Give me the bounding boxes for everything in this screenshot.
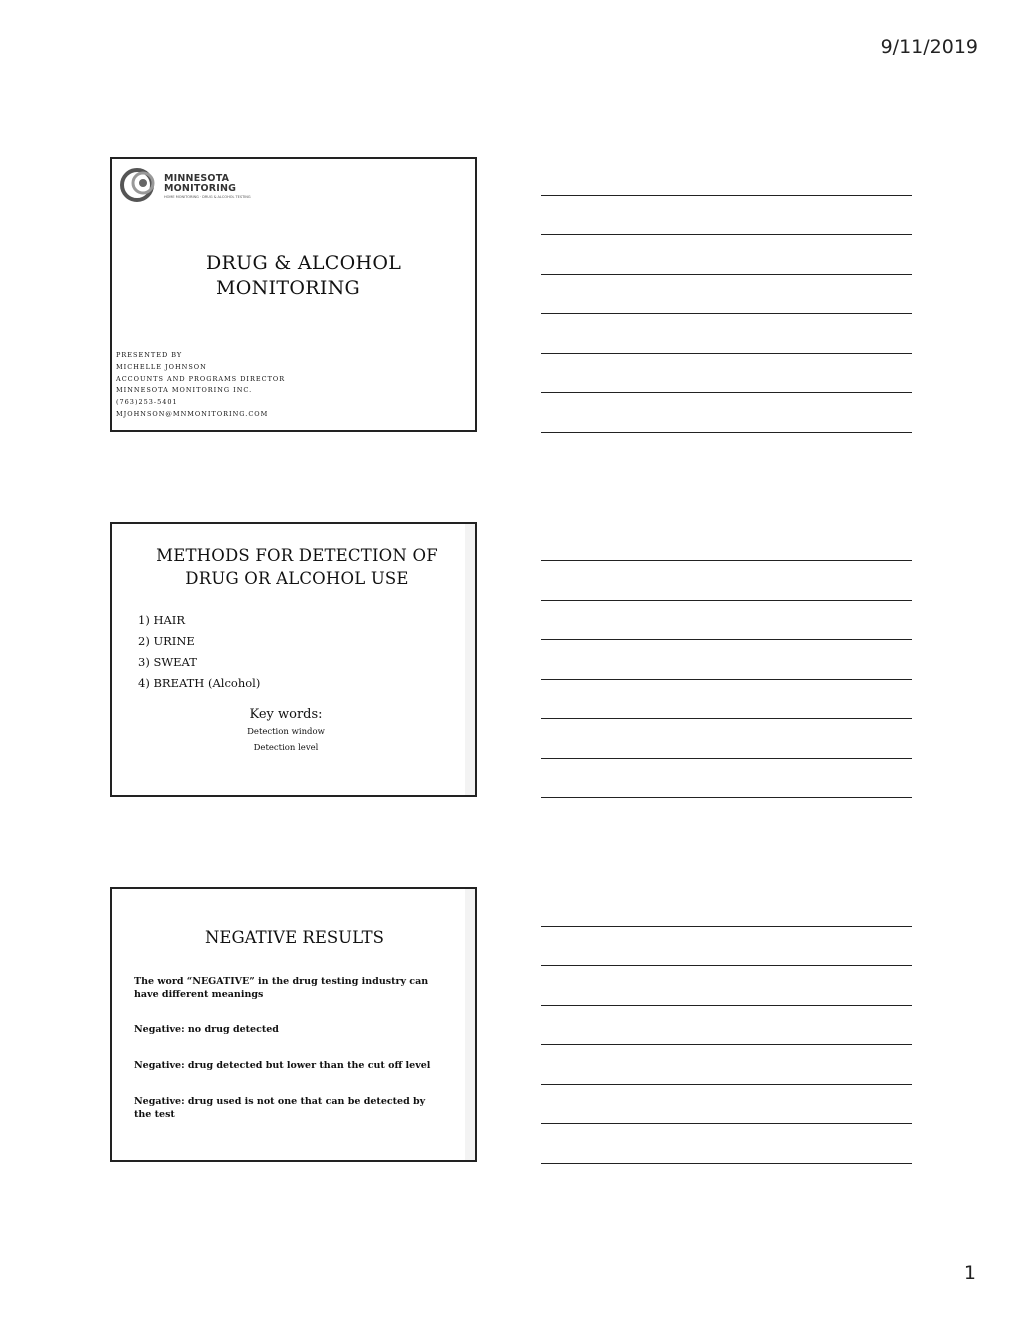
paragraph: Negative: drug used is not one that can be detected by the test [134,1096,426,1120]
presenter-line: MICHELLE JOHNSON [116,362,207,371]
company-logo [120,165,260,205]
notes-line [541,353,912,354]
notes-line [541,313,912,314]
notes-line [541,1044,912,1045]
notes-line [541,758,912,759]
logo-wordmark-line1: MINNESOTA [164,173,230,184]
slide2-title-line1: METHODS FOR DETECTION OF [156,546,438,565]
paragraph: The word “NEGATIVE” in the drug testing industry can have different meanings [134,976,429,1000]
notes-line [541,432,912,433]
notes-line [541,1123,912,1124]
slide-negative-results [110,887,477,1162]
key-word-item: Detection level [253,743,319,753]
list-item: 3) SWEAT [138,655,197,669]
slide3-title: NEGATIVE RESULTS [204,928,384,947]
notes-line [541,392,912,393]
slide1-title-line1: DRUG & ALCOHOL [206,252,402,274]
presenter-line: MJOHNSON@MNMONITORING.COM [116,409,269,418]
notes-line [541,1163,912,1164]
notes-line [541,1084,912,1085]
notes-line [541,274,912,275]
list-item: 1) HAIR [138,613,185,627]
notes-line [541,718,912,719]
slide1-title-line2: MONITORING [216,277,361,299]
logo-tagline: HOME MONITORING · DRUG & ALCOHOL TESTING [164,195,251,199]
slide1-title [176,251,416,301]
list-item: 2) URINE [138,634,195,648]
slide-edge [465,524,475,795]
notes-line [541,560,912,561]
slide2-title-line2: DRUG OR ALCOHOL USE [185,569,409,588]
notes-line [541,797,912,798]
key-words [112,706,460,756]
slide-methods [110,522,477,797]
notes-line [541,639,912,640]
logo-mark-icon [120,165,162,205]
paragraph: Negative: no drug detected [134,1024,279,1035]
methods-list [138,610,260,694]
page-number: 1 [963,1262,976,1284]
notes-line [541,965,912,966]
slide2-title [132,544,462,590]
page-date: 9/11/2019 [880,36,978,58]
notes-line [541,195,912,196]
presenter-line: MINNESOTA MONITORING INC. [116,386,253,395]
notes-line [541,600,912,601]
notes-line [541,1005,912,1006]
presenter-line: ACCOUNTS AND PROGRAMS DIRECTOR [116,374,286,383]
slide-title [110,157,477,432]
notes-line [541,234,912,235]
notes-line [541,679,912,680]
paragraph: Negative: drug detected but lower than the cut off level [134,1060,431,1071]
presenter-info [116,350,285,421]
presenter-line: PRESENTED BY [116,351,183,359]
notes-line [541,926,912,927]
list-item: 4) BREATH (Alcohol) [138,676,261,690]
presenter-line: (763)253-5401 [116,398,178,407]
key-word-item: Detection window [247,727,325,737]
key-words-title: Key words: [249,707,323,722]
logo-wordmark-line2: MONITORING [164,183,237,194]
